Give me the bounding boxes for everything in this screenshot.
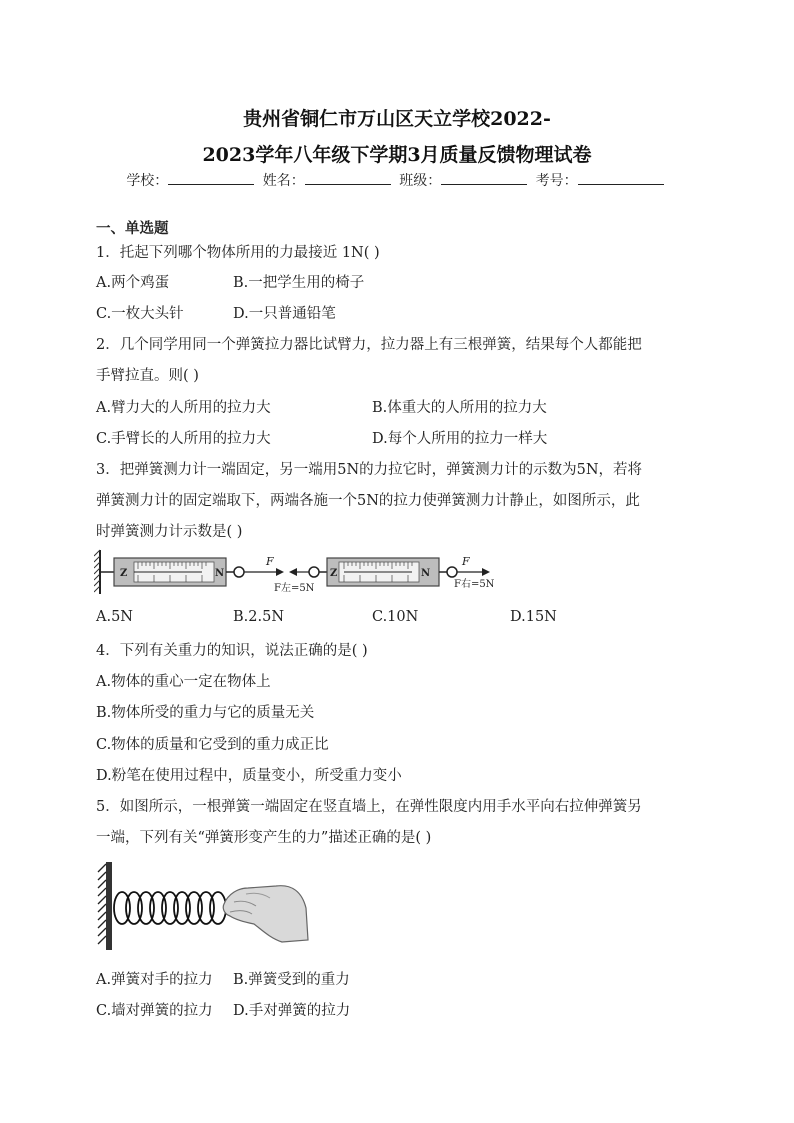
- title-line-2: 2023学年八年级下学期3月质量反馈物理试卷: [202, 144, 592, 166]
- exam-id-label: 考号：: [535, 173, 578, 189]
- q3-stem-line-3: 时弹簧测力计示数是( ): [96, 524, 243, 540]
- class-label: 班级：: [399, 173, 442, 189]
- q3-option-b[interactable]: B.2.5N: [233, 609, 285, 625]
- hook-left: [234, 567, 244, 577]
- q3-stem-line-2: 弹簧测力计的固定端取下，两端各施一个5N的拉力使弹簧测力计静止，如图所示，此: [96, 493, 640, 509]
- force-right-label: F右=5N: [454, 579, 495, 590]
- wall-block: [106, 862, 112, 950]
- q1-option-d[interactable]: D.一只普通铅笔: [233, 306, 336, 322]
- q2-option-b[interactable]: B.体重大的人所用的拉力大: [372, 400, 547, 416]
- q5-spring-hand-figure: [96, 858, 316, 954]
- force-f-label-2: F: [462, 555, 470, 568]
- force-f-label-1: F: [266, 555, 274, 568]
- q4-option-c[interactable]: C.物体的质量和它受到的重力成正比: [96, 737, 329, 753]
- spring-scale-left: [114, 558, 226, 586]
- q1-option-a[interactable]: A.两个鸡蛋: [96, 275, 170, 291]
- q1-option-b[interactable]: B.一把学生用的椅子: [233, 275, 365, 291]
- exam-id-blank[interactable]: [578, 170, 664, 185]
- q5-option-b[interactable]: B.弹簧受到的重力: [233, 972, 350, 988]
- wall-hatch-2: [98, 864, 106, 944]
- hook-right: [447, 567, 457, 577]
- scale-right-n-label: N: [421, 568, 431, 579]
- scale-right-z-label: Z: [330, 568, 338, 579]
- scale-left-z-label: Z: [120, 568, 128, 579]
- section-heading: 一、单选题: [96, 220, 169, 237]
- q5-option-c[interactable]: C.墙对弹簧的拉力: [96, 1003, 213, 1019]
- title-line-1: 贵州省铜仁市万山区天立学校2022-: [243, 108, 551, 130]
- class-blank[interactable]: [441, 170, 527, 185]
- q1-stem: 1．托起下列哪个物体所用的力最接近 1N( ): [96, 245, 380, 261]
- hook-middle: [309, 567, 319, 577]
- name-label: 姓名：: [262, 173, 305, 189]
- q1-option-c[interactable]: C.一枚大头针: [96, 306, 184, 322]
- q2-option-a[interactable]: A.臂力大的人所用的拉力大: [96, 400, 271, 416]
- q2-stem-line-2: 手臂拉直。则( ): [96, 368, 199, 384]
- name-blank[interactable]: [305, 170, 391, 185]
- q3-spring-scale-figure: [94, 548, 504, 596]
- q4-stem: 4．下列有关重力的知识，说法正确的是( ): [96, 643, 368, 659]
- student-info-row: [0, 170, 794, 190]
- q5-option-d[interactable]: D.手对弹簧的拉力: [233, 1003, 351, 1019]
- school-blank[interactable]: [168, 170, 254, 185]
- q4-option-b[interactable]: B.物体所受的重力与它的质量无关: [96, 705, 315, 721]
- school-label: 学校：: [126, 173, 169, 189]
- q5-stem-line-2: 一端，下列有关“弹簧形变产生的力”描述正确的是( ): [96, 830, 432, 846]
- force-left-label: F左=5N: [274, 583, 315, 594]
- q4-option-d[interactable]: D.粉笔在使用过程中，质量变小，所受重力变小: [96, 768, 402, 784]
- scale-left-n-label: N: [215, 568, 225, 579]
- q3-option-a[interactable]: A.5N: [96, 609, 133, 625]
- q5-option-a[interactable]: A.弹簧对手的拉力: [96, 972, 213, 988]
- q5-stem-line-1: 5．如图所示，一根弹簧一端固定在竖直墙上，在弹性限度内用手水平向右拉伸弹簧另: [96, 799, 642, 815]
- q4-option-a[interactable]: A.物体的重心一定在物体上: [96, 674, 271, 690]
- hand-illustration: [223, 886, 308, 942]
- q3-option-d[interactable]: D.15N: [510, 609, 557, 625]
- q3-option-c[interactable]: C.10N: [372, 609, 419, 625]
- coil-spring: [114, 892, 226, 924]
- q3-stem-line-1: 3．把弹簧测力计一端固定，另一端用5N的力拉它时，弹簧测力计的示数为5N，若将: [96, 462, 643, 478]
- q2-option-c[interactable]: C.手臂长的人所用的拉力大: [96, 431, 271, 447]
- spring-scale-right: [327, 558, 439, 586]
- q2-option-d[interactable]: D.每个人所用的拉力一样大: [372, 431, 548, 447]
- q2-stem-line-1: 2．几个同学用同一个弹簧拉力器比试臂力，拉力器上有三根弹簧，结果每个人都能把: [96, 337, 642, 353]
